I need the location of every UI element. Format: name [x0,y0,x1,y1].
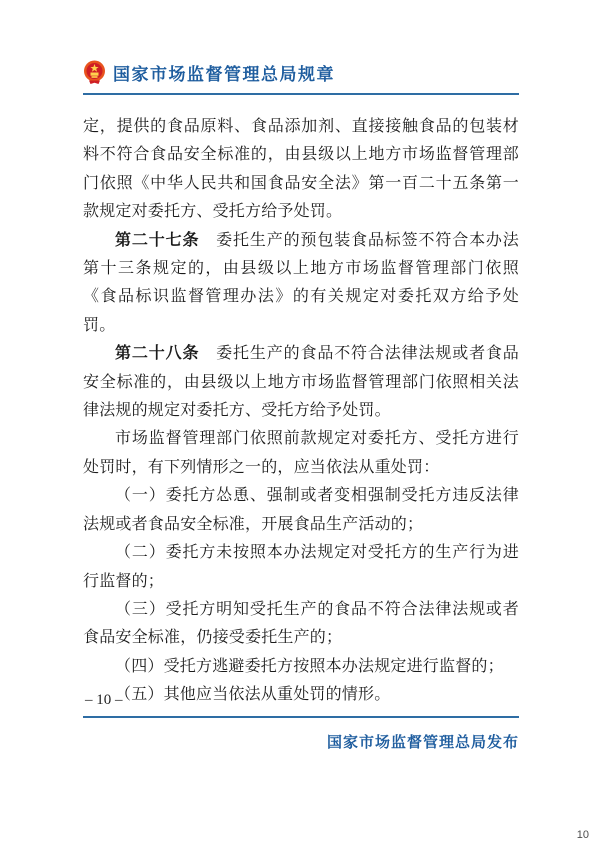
body-paragraph [83,653,519,681]
body-paragraph [83,596,519,653]
paragraph-text: 委托生产的食品不符合法律法规或者食品安全标准的，由县级以上地方市场监督管理部门依照相关法律法规的规定对委托方、受托方给予处罚。 [83,345,519,420]
body-paragraph [83,113,519,227]
paragraph-text: （一）委托方怂恿、强制或者变相强制受托方违反法律法规或者食品安全标准，开展食品生产活动的； [83,487,519,533]
paragraph-text: 市场监督管理部门依照前款规定对委托方、受托方进行处罚时，有下列情形之一的，应当依法从重处罚： [83,430,519,476]
document-footer [83,692,519,752]
article-number: 第二十七条 [115,231,200,249]
national-emblem-icon [83,60,106,85]
footer-divider [83,716,519,718]
paragraph-text: （三）受托方明知受托生产的食品不符合法律法规或者食品安全标准，仍接受委托生产的； [83,600,519,647]
page-number-marker: – 10 – [85,692,123,708]
document-header [83,60,519,95]
body-paragraph [83,539,519,596]
paragraph-text: 定，提供的食品原料、食品添加剂、直接接触食品的包装材料不符合食品安全标准的，由县级以上地方市场监督管理部门依照《中华人民共和国食品安全法》第一百二十五条第一款规定对委托方、受托方给予处罚。 [83,118,519,221]
paragraph-text: （四）受托方逃避委托方按照本办法规定进行监督的； [115,657,504,675]
page-content [83,60,519,710]
body-paragraph [83,482,519,539]
document-body [83,113,519,710]
document-header-title: 国家市场监督管理总局规章 [113,65,335,84]
paragraph-text: 委托生产的预包装食品标签不符合本办法第十三条规定的，由县级以上地方市场监督管理部门依照《食品标识监督管理办法》的有关规定对委托双方给予处罚。 [83,231,519,334]
publisher-line: 国家市场监督管理总局发布 [326,734,519,751]
viewer-page-number: 10 [576,829,589,841]
body-paragraph [83,227,519,341]
body-paragraph [83,340,519,425]
paragraph-text: （五）其他应当依法从重处罚的情形。 [115,686,391,704]
body-paragraph [83,425,519,482]
paragraph-text: （二）委托方未按照本办法规定对受托方的生产行为进行监督的； [83,544,519,590]
article-number: 第二十八条 [115,345,200,363]
